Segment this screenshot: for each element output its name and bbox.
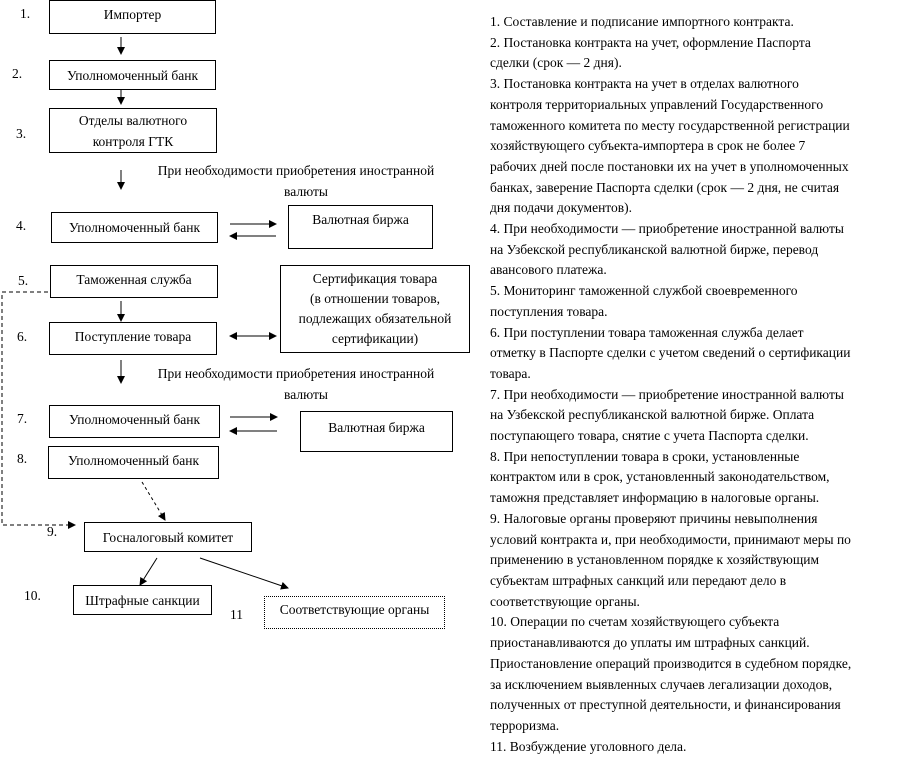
node-label: Уполномоченный банк (68, 220, 201, 235)
node-label: Импортер (103, 7, 162, 22)
node-goods-arrival (49, 322, 217, 355)
node-label: контроля ГТК (92, 133, 174, 149)
node-label: Уполномоченный банк (67, 453, 200, 468)
node-importer (49, 0, 216, 34)
steps-text-line: таможенного комитета по месту государственной регистрации (490, 117, 850, 133)
steps-description (490, 12, 851, 757)
step-number-3: 3. (16, 126, 27, 141)
steps-text-line: Приостановление операций производится в судебном порядке, (490, 655, 852, 671)
step-number-5: 5. (18, 273, 29, 288)
steps-text-line: контроля территориальных управлений Государственного (490, 96, 824, 112)
steps-text-line: банках, заверение Паспорта сделки (срок — 2 дня, не считая (490, 179, 840, 195)
steps-text-line: 7. При необходимости — приобретение иностранной валюты (490, 386, 844, 402)
steps-text-line: 1. Составление и подписание импортного контракта. (490, 14, 794, 29)
steps-text-line: условий контракта и, при необходимости, принимают меры по (490, 531, 851, 547)
node-label: Отделы валютного (78, 112, 188, 128)
steps-text-line: хозяйствующего субъекта-импортера в срок не более 7 (490, 138, 806, 154)
node-customs-service (50, 265, 218, 298)
step-number-4: 4. (16, 218, 27, 233)
node-authorized-bank-4 (51, 212, 218, 243)
note-currency-need-1 (148, 160, 444, 202)
steps-text-line: 6. При поступлении товара таможенная служба делает (490, 324, 804, 340)
node-penalties (73, 585, 212, 615)
step-number-2: 2. (12, 66, 23, 81)
steps-text-line: применению в установленном порядке к хозяйствующим (490, 552, 820, 568)
node-label: Валютная биржа (312, 212, 409, 227)
step-number-7: 7. (17, 411, 28, 426)
node-state-tax-committee (84, 522, 252, 552)
node-authorized-bank-7 (49, 405, 220, 438)
node-currency-exchange-7 (300, 411, 453, 452)
steps-text-line: товара. (490, 365, 531, 381)
node-label: Поступление товара (74, 329, 192, 344)
steps-text-line: рабочих дней после постановки их на учет в уполномоченных (490, 158, 849, 174)
note-currency-need-2 (148, 363, 444, 405)
steps-text-line: на Узбекской республиканской валютной бирже. Оплата (490, 407, 815, 423)
steps-text-line: 10. Операции по счетам хозяйствующего субъекта (490, 614, 780, 630)
node-label: подлежащих обязательной (298, 311, 452, 326)
steps-text-line: 8. При непоступлении товара в сроки, установленные (490, 448, 800, 464)
node-label: Уполномоченный банк (66, 67, 199, 83)
steps-text-line: терроризма. (490, 717, 560, 733)
steps-text-line: 2. Постановка контракта на учет, оформление Паспорта (490, 34, 811, 50)
note-line: валюты (284, 184, 328, 199)
steps-text-line: поступления товара. (490, 303, 608, 319)
note-line: При необходимости приобретения иностранной (157, 366, 435, 381)
steps-text-line: дня подачи документов). (490, 200, 633, 216)
node-label: сертификации) (331, 331, 419, 346)
step-number-1: 1. (20, 6, 31, 21)
steps-text-line: отметку в Паспорте сделки с учетом сведений о сертификации (490, 345, 851, 361)
steps-text-line: 9. Налоговые органы проверяют причины невыполнения (490, 510, 818, 526)
arrow-tax-to-bodies (200, 558, 288, 588)
steps-text-line: приостанавливаются до уплаты им штрафных санкций. (490, 635, 810, 651)
steps-text-line: 4. При необходимости — приобретение иностранной валюты (490, 221, 844, 237)
steps-text-line: поступающего товара, снятие с учета Паспорта сделки. (490, 428, 809, 444)
step-number-6: 6. (17, 329, 28, 344)
node-label: Госналоговый комитет (102, 529, 234, 545)
note-line: валюты (284, 387, 328, 402)
steps-text-line: авансового платежа. (490, 262, 607, 278)
steps-text-line: субъектам штрафных санкций или передают дело в (490, 572, 787, 588)
steps-text-line: сделки (срок — 2 дня). (490, 55, 622, 71)
steps-text-line: 11. Возбуждение уголовного дела. (490, 738, 687, 754)
steps-text-line: 3. Постановка контракта на учет в отделах валютного (490, 76, 799, 92)
steps-text-line: таможня представляет информацию в налоговые органы. (490, 490, 820, 506)
node-label: Сертификация товара (312, 271, 438, 286)
node-label: (в отношении товаров, (309, 291, 441, 306)
steps-text-line: за исключением выявленных случаев легализации доходов, (490, 676, 833, 692)
node-label: Таможенная служба (76, 272, 192, 287)
steps-text-line: на Узбекской республиканской валютной бирже, перевод (490, 241, 819, 257)
steps-text-line: контрактом или в срок, установленный законодательством, (490, 469, 830, 485)
step-number-11: 11 (230, 607, 243, 622)
node-label: Штрафные санкции (85, 592, 200, 608)
node-authorized-bank-2 (49, 60, 216, 90)
arrow-tax-to-penalties (140, 558, 157, 585)
node-label: Уполномоченный банк (68, 412, 201, 427)
node-certification (280, 265, 470, 353)
node-currency-exchange-4 (288, 205, 433, 249)
node-label: Соответствующие органы (279, 602, 430, 617)
node-relevant-bodies (264, 596, 445, 629)
node-label: Валютная биржа (328, 420, 425, 435)
steps-text-line: полученных от преступной деятельности, и финансирования (490, 697, 841, 713)
step-number-9: 9. (47, 524, 58, 539)
node-authorized-bank-8 (48, 446, 219, 479)
steps-text-line: 5. Мониторинг таможенной службой своевременного (490, 283, 798, 299)
arrow-bank8-to-tax (142, 482, 165, 520)
step-number-8: 8. (17, 451, 28, 466)
note-line: При необходимости приобретения иностранной (157, 163, 435, 178)
step-number-10: 10. (24, 588, 41, 603)
steps-text-line: соответствующие органы. (490, 593, 640, 609)
node-currency-control (49, 108, 217, 153)
